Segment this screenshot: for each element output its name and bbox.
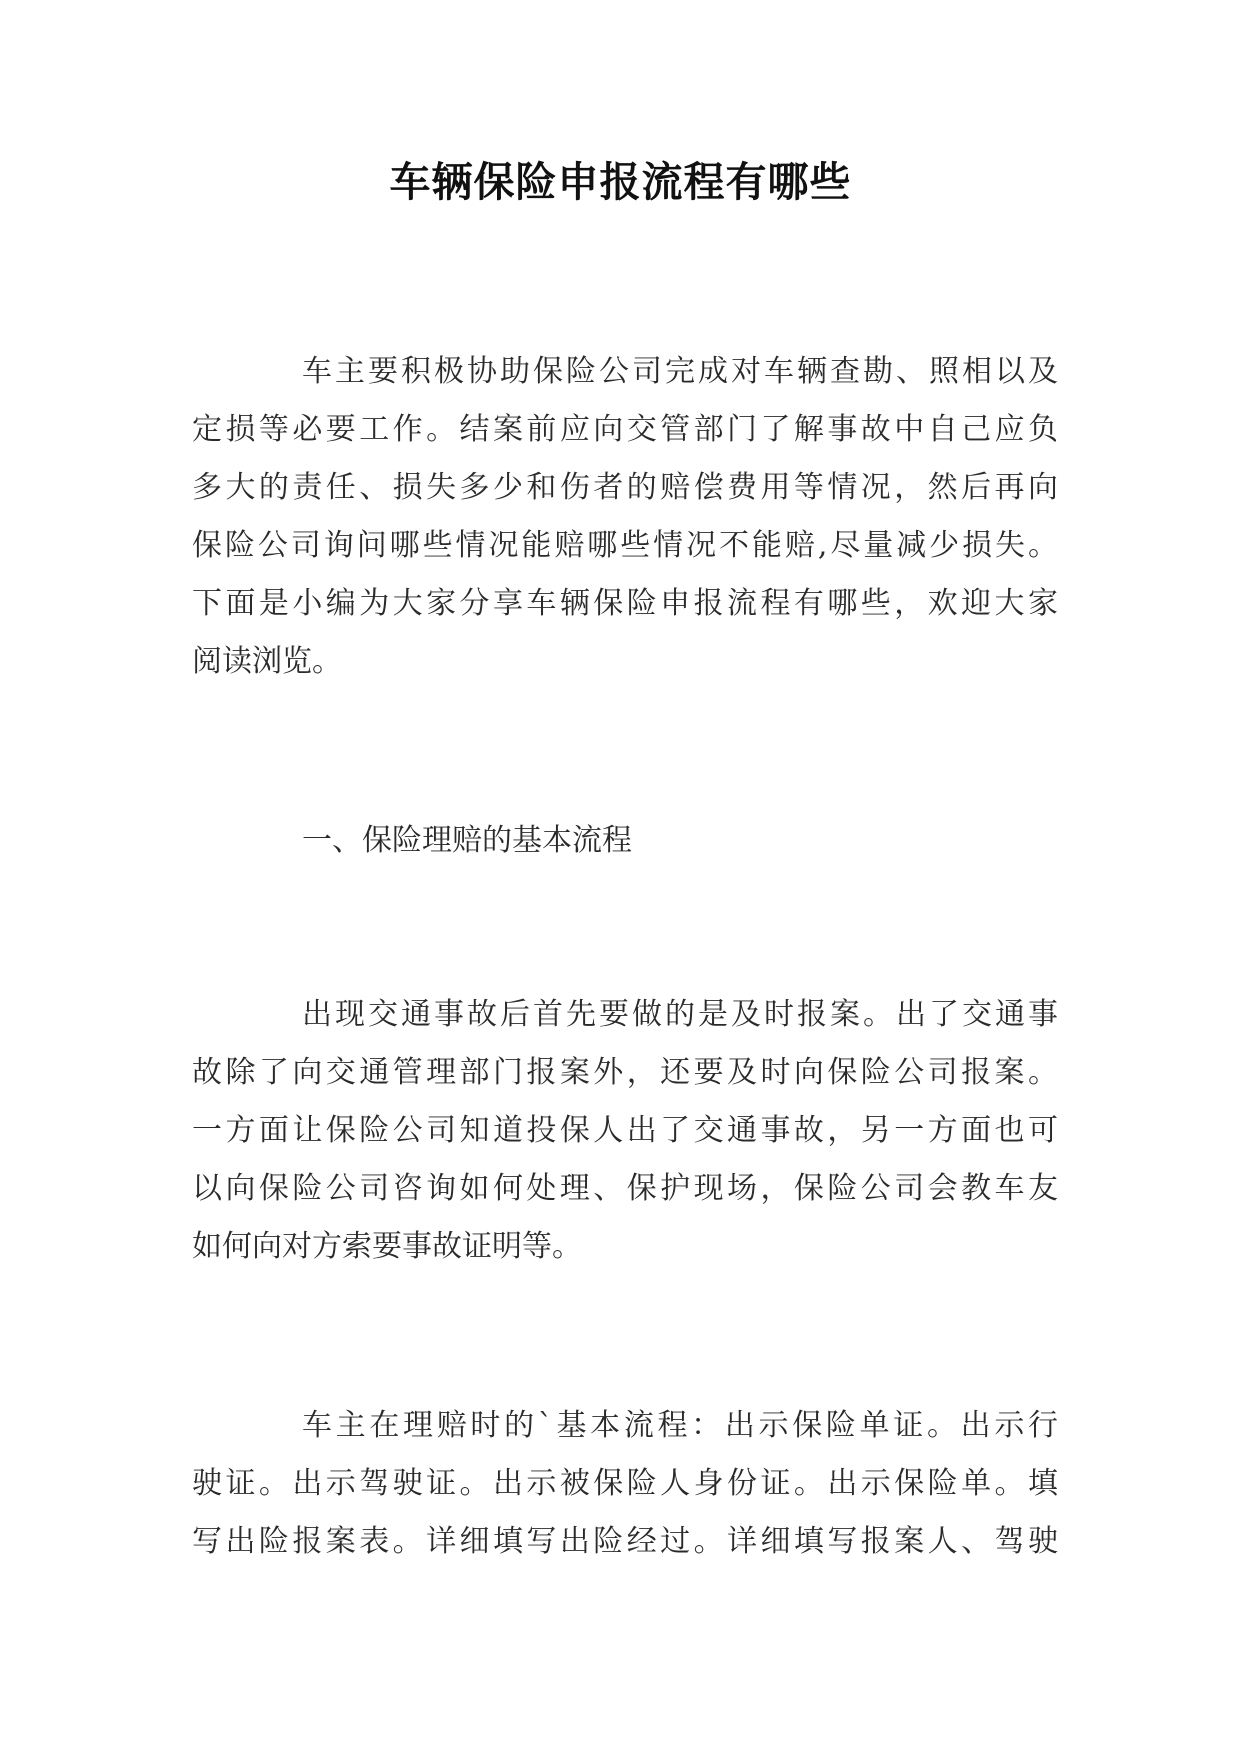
paragraph-line: 驶证。出示驾驶证。出示被保险人身份证。出示保险单。填 (192, 1466, 1058, 1501)
intro-paragraph (192, 343, 1058, 691)
paragraph-line: 保险公司询问哪些情况能赔哪些情况不能赔,尽量减少损失。 (192, 528, 1058, 563)
paragraph-line: 出现交通事故后首先要做的是及时报案。出了交通事 (302, 997, 1058, 1032)
section-heading-text: 一、保险理赔的基本流程 (302, 823, 632, 858)
paragraph-line: 故除了向交通管理部门报案外，还要及时向保险公司报案。 (192, 1055, 1058, 1090)
paragraph-line: 车主要积极协助保险公司完成对车辆查勘、照相以及 (302, 354, 1058, 389)
paragraph-line: 以向保险公司咨询如何处理、保护现场，保险公司会教车友 (192, 1171, 1058, 1206)
report-paragraph (192, 986, 1058, 1276)
document-title: 车辆保险申报流程有哪些 (389, 158, 852, 206)
process-paragraph (192, 1397, 1058, 1571)
paragraph-line: 多大的责任、损失多少和伤者的赔偿费用等情况，然后再向 (192, 470, 1058, 505)
paragraph-line: 阅读浏览。 (192, 644, 342, 679)
paragraph-line: 定损等必要工作。结案前应向交管部门了解事故中自己应负 (192, 412, 1058, 447)
section-heading (192, 812, 1058, 870)
paragraph-line: 下面是小编为大家分享车辆保险申报流程有哪些，欢迎大家 (192, 586, 1058, 621)
paragraph-line: 写出险报案表。详细填写出险经过。详细填写报案人、驾驶 (192, 1524, 1058, 1559)
paragraph-line: 一方面让保险公司知道投保人出了交通事故，另一方面也可 (192, 1113, 1058, 1148)
paragraph-line: 车主在理赔时的`基本流程：出示保险单证。出示行 (302, 1408, 1058, 1443)
paragraph-line: 如何向对方索要事故证明等。 (192, 1229, 582, 1264)
